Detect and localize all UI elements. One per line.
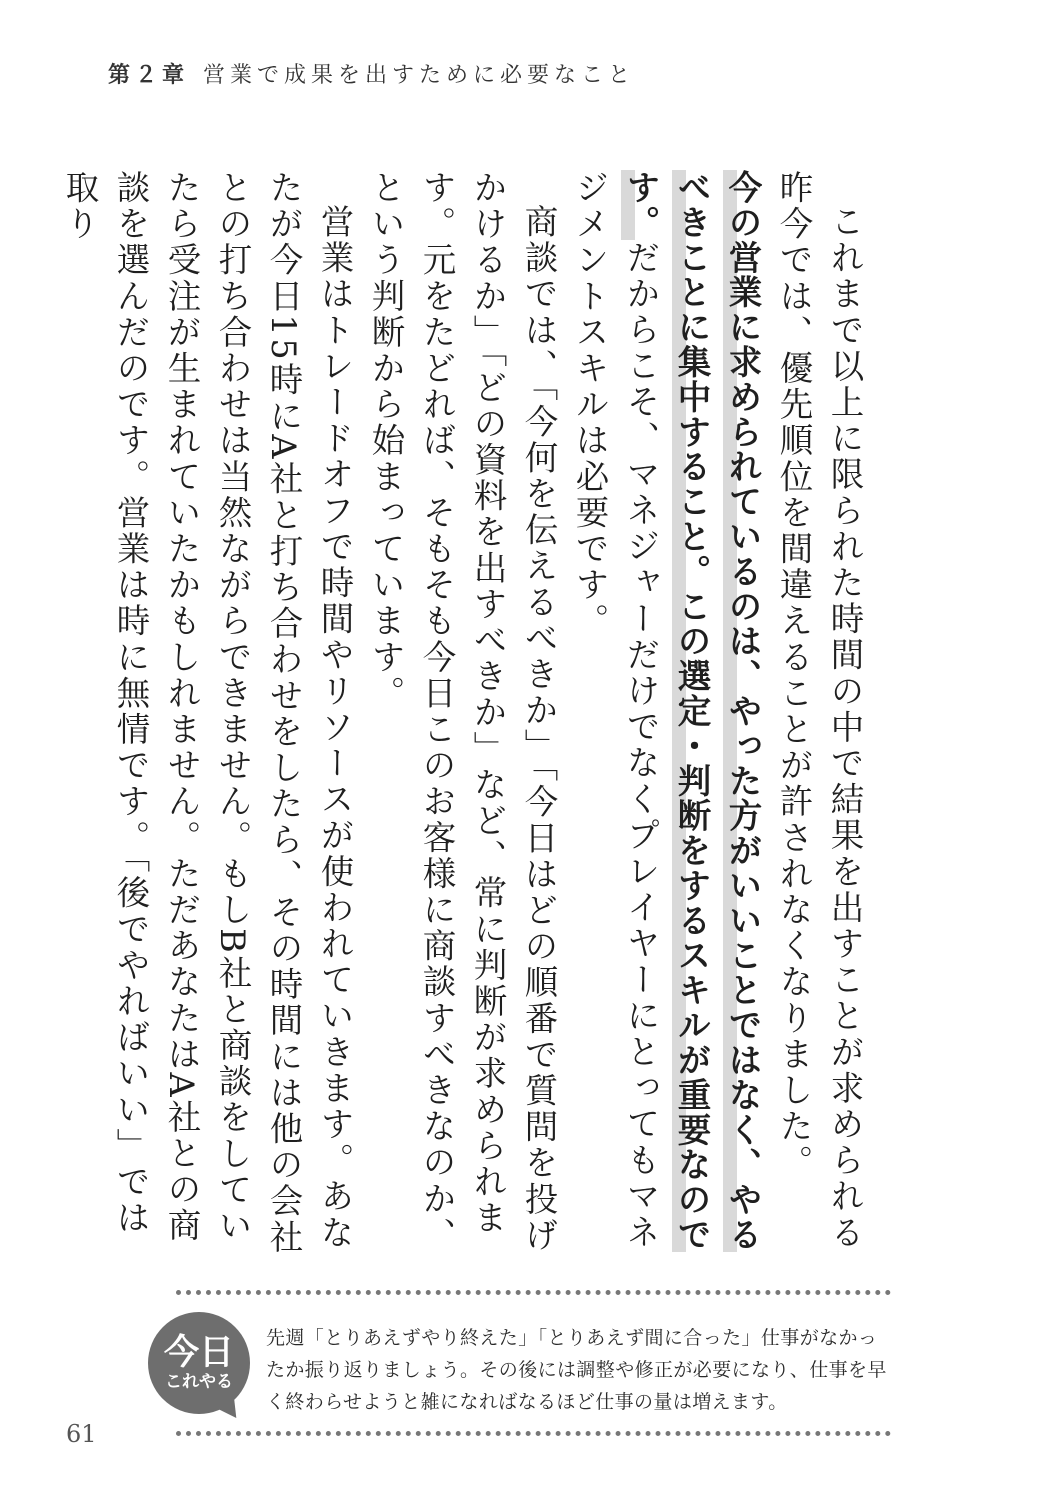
callout-bottom-dotted-rule — [176, 1431, 891, 1436]
callout-top-dotted-rule — [176, 1290, 891, 1295]
badge-sub-label: これやる — [165, 1372, 233, 1392]
chapter-number: 第２章 — [108, 63, 190, 88]
page-number: 61 — [66, 1420, 97, 1448]
paragraph-4: 営業はトレードオフで時間やリソースが使われていきます。あなたが今日15時にA社と打ち合わせをしたら、その時間には他の会社との打ち合わせは当然ながらできません。もしB社と商談をしていたら受注が生まれていたかもしれません。ただあなたはA社との商談を選んだのです。営業は時に無情です。「後でやればいい」では取り — [60, 170, 354, 1256]
badge-main-label: 今日 — [163, 1333, 234, 1373]
paragraph-1: これまで以上に限られた時間の中で結果を出すことが求められる昨今では、優先順位を間違えることが許されなくなりました。 — [774, 170, 864, 1251]
running-head — [108, 58, 635, 89]
paragraph-2 — [564, 170, 768, 1260]
paragraph-3: 商談では、「今何を伝えるべきか」「今日はどの順番で質問を投げかけるか」「どの資料を出すべきか」など、常に判断が求められます。元をたどれば、そもそも今日このお客様に商談すべきなのか、という判断から始まっています。 — [366, 170, 558, 1253]
paragraph-2-continuation: だからこそ、マネジャーだけでなくプレイヤーにとってもマネジメントスキルは必要です。 — [570, 170, 660, 1251]
highlighted-key-sentence: 今の営業に求められているのは、やった方がいいことではなく、やるべきことに集中すること。この選定・判断をするスキルが重要なのです。 — [621, 170, 762, 1252]
chapter-title: 営業で成果を出すために必要なこと — [203, 63, 636, 88]
vertical-body-text — [60, 170, 870, 1260]
callout-text: 先週「とりあえずやり終えた」「とりあえず間に合った」仕事がなかったか振り返りましょう。その後には調整や修正が必要になり、仕事を早く終わらせようと雑になればなるほど仕事の量は増えます。 — [266, 1327, 887, 1413]
today-todo-badge — [148, 1312, 250, 1414]
